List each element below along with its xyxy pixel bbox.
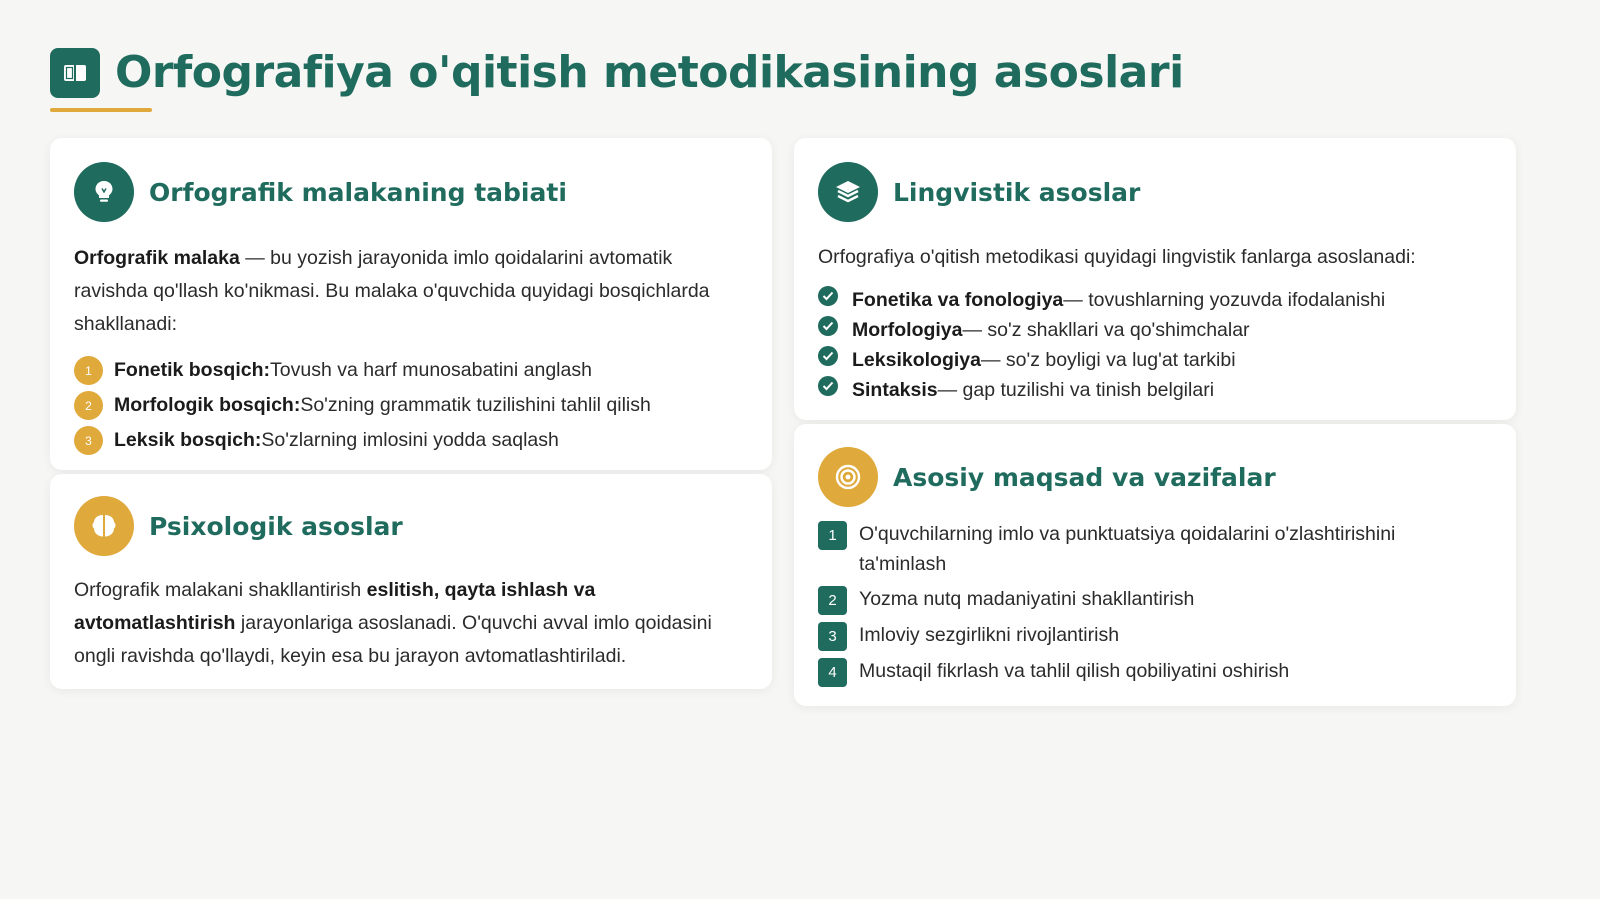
title-underline <box>50 108 152 112</box>
goal-number-badge: 2 <box>818 586 847 615</box>
step-number-badge: 3 <box>74 426 103 455</box>
item-text: — so'z boyligi va lug'at tarkibi <box>980 348 1236 371</box>
list-item <box>74 423 748 458</box>
item-text: — tovushlarning yozuvda ifodalanishi <box>1063 288 1386 311</box>
card-title: Psixologik asoslar <box>149 511 403 541</box>
term-bold: Orfografik malaka <box>74 247 240 269</box>
body-text: jarayonlariga asoslanadi. O'quvchi avval imlo qoidasini ongli ravishda qo'llaydi, keyin esa bu jarayon avtomatlashtiriladi. <box>74 612 712 667</box>
steps-list <box>74 353 748 458</box>
check-circle-icon <box>818 376 838 396</box>
item-label: Leksikologiya <box>852 348 981 371</box>
goal-number-badge: 4 <box>818 658 847 687</box>
step-number-badge: 2 <box>74 391 103 420</box>
list-item <box>74 353 748 388</box>
list-item <box>818 519 1492 579</box>
check-circle-icon <box>818 346 838 366</box>
card-title: Orfografik malakaning tabiati <box>149 177 567 207</box>
step-label: Morfologik bosqich: <box>114 394 301 416</box>
goal-text: Imloviy sezgirlikni rivojlantirish <box>859 624 1120 646</box>
step-text: Tovush va harf munosabatini anglash <box>270 359 592 381</box>
goal-text: O'quvchilarning imlo va punktuatsiya qoidalarini o'zlashtirishini ta'minlash <box>859 523 1396 575</box>
card-intro <box>74 242 748 341</box>
card-linguistic <box>794 138 1516 420</box>
list-item <box>818 584 1492 615</box>
page-title: Orfografiya o'qitish metodikasining asoslari <box>115 47 1184 98</box>
body-bold: eslitish, qayta ishlash va avtomatlashtirish <box>74 579 596 634</box>
goal-number-badge: 1 <box>818 521 847 550</box>
target-icon <box>818 447 878 507</box>
card-body <box>74 574 748 673</box>
body-text: Orfografik malakani shakllantirish <box>74 579 367 601</box>
step-number-badge: 1 <box>74 356 103 385</box>
brain-icon <box>74 496 134 556</box>
list-item <box>818 656 1492 687</box>
list-item <box>818 315 1492 345</box>
lightbulb-icon <box>74 162 134 222</box>
layers-icon <box>818 162 878 222</box>
item-label: Fonetika va fonologiya <box>852 288 1064 311</box>
goal-text: Yozma nutq madaniyatini shakllantirish <box>859 588 1195 610</box>
card-title: Asosiy maqsad va vazifalar <box>893 462 1276 492</box>
card-psychological <box>50 474 772 689</box>
list-item <box>74 388 748 423</box>
item-label: Morfologiya <box>852 318 963 341</box>
step-label: Fonetik bosqich: <box>114 359 270 381</box>
card-orthographic-skill <box>50 138 772 470</box>
linguistic-list <box>818 285 1492 405</box>
list-item <box>818 375 1492 405</box>
intro-text: — bu yozish jarayonida imlo qoidalarini avtomatik ravishda qo'llash ko'nikmasi. Bu malaka o'quvchida quyidagi bosqichlarda shakllanadi: <box>74 247 710 335</box>
goal-number-badge: 3 <box>818 622 847 651</box>
step-label: Leksik bosqich: <box>114 429 262 451</box>
goals-list <box>818 519 1492 687</box>
card-title: Lingvistik asoslar <box>893 177 1141 207</box>
card-intro: Orfografiya o'qitish metodikasi quyidagi lingvistik fanlarga asoslanadi: <box>818 246 1416 268</box>
item-text: — so'z shakllari va qo'shimchalar <box>962 318 1250 341</box>
list-item <box>818 285 1492 315</box>
page-header <box>50 48 1184 112</box>
book-icon <box>50 48 100 98</box>
list-item <box>818 345 1492 375</box>
item-text: — gap tuzilishi va tinish belgilari <box>937 378 1215 401</box>
item-label: Sintaksis <box>852 378 938 401</box>
step-text: So'zlarning imlosini yodda saqlash <box>261 429 559 451</box>
check-circle-icon <box>818 286 838 306</box>
list-item <box>818 620 1492 651</box>
step-text: So'zning grammatik tuzilishini tahlil qilish <box>300 394 651 416</box>
check-circle-icon <box>818 316 838 336</box>
goal-text: Mustaqil fikrlash va tahlil qilish qobiliyatini oshirish <box>859 660 1290 682</box>
card-goals <box>794 424 1516 706</box>
